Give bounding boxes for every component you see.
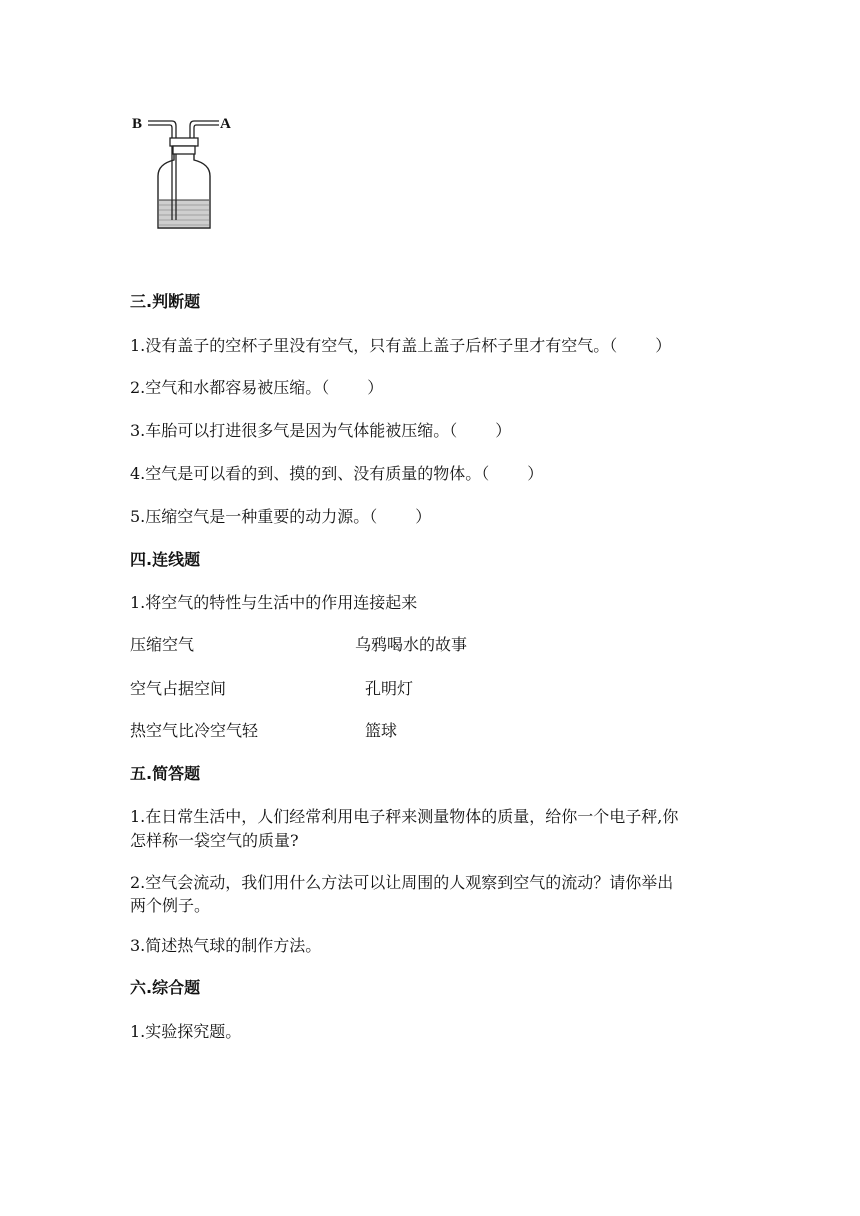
judgment-item-3 <box>130 418 511 441</box>
judgment-item-2 <box>130 375 383 398</box>
section3-title: 三.判断题 <box>130 292 201 311</box>
section4-title: 四.连线题 <box>130 550 201 569</box>
paren-close: ） <box>495 421 512 440</box>
gas-bottle-figure <box>128 108 248 234</box>
short-answer-q3: 3.简述热气球的制作方法。 <box>130 936 322 955</box>
short-answer-q1-line2: 怎样称一袋空气的质量? <box>130 831 299 850</box>
paren-open: （ <box>609 336 618 355</box>
section5-title: 五.简答题 <box>130 764 201 783</box>
paren-open: （ <box>481 464 490 483</box>
matching-prompt: 1.将空气的特性与生活中的作用连接起来 <box>130 593 418 612</box>
label-b: B <box>132 116 143 132</box>
matching-right-item-2[interactable]: 孔明灯 <box>365 679 414 698</box>
judgment-item-5-text: 5.压缩空气是一种重要的动力源。 <box>130 507 370 526</box>
comprehensive-q1: 1.实验探究题。 <box>130 1022 242 1041</box>
judgment-item-5 <box>130 504 431 527</box>
judgment-item-1-text: 1.没有盖子的空杯子里没有空气，只有盖上盖子后杯子里才有空气。 <box>130 336 610 355</box>
short-answer-q1-line1: 1.在日常生活中，人们经常利用电子秤来测量物体的质量，给你一个电子秤,你 <box>130 807 679 826</box>
matching-right-item-3[interactable]: 篮球 <box>365 721 398 740</box>
matching-left-item-2[interactable]: 空气占据空间 <box>130 679 227 698</box>
paren-close: ） <box>367 378 384 397</box>
paren-open: （ <box>449 421 458 440</box>
paren-open: （ <box>321 378 330 397</box>
label-a: A <box>220 116 231 132</box>
judgment-item-2-text: 2.空气和水都容易被压缩。 <box>130 378 322 397</box>
judgment-item-4-text: 4.空气是可以看的到、摸的到、没有质量的物体。 <box>130 464 482 483</box>
judgment-item-1 <box>130 333 671 356</box>
matching-left-item-3[interactable]: 热空气比冷空气轻 <box>130 721 259 740</box>
gas-bottle-diagram <box>128 108 248 234</box>
short-answer-q2-line1: 2.空气会流动，我们用什么方法可以让周围的人观察到空气的流动？请你举出 <box>130 873 674 892</box>
paren-close: ） <box>415 507 432 526</box>
section6-title: 六.综合题 <box>130 978 201 997</box>
matching-left-item-1[interactable]: 压缩空气 <box>130 635 195 654</box>
judgment-item-4 <box>130 461 543 484</box>
short-answer-q2-line2: 两个例子。 <box>130 896 211 915</box>
matching-right-item-1[interactable]: 乌鸦喝水的故事 <box>355 635 468 654</box>
paren-close: ） <box>527 464 544 483</box>
judgment-item-3-text: 3.车胎可以打进很多气是因为气体能被压缩。 <box>130 421 450 440</box>
paren-open: （ <box>369 507 378 526</box>
paren-close: ） <box>655 336 672 355</box>
